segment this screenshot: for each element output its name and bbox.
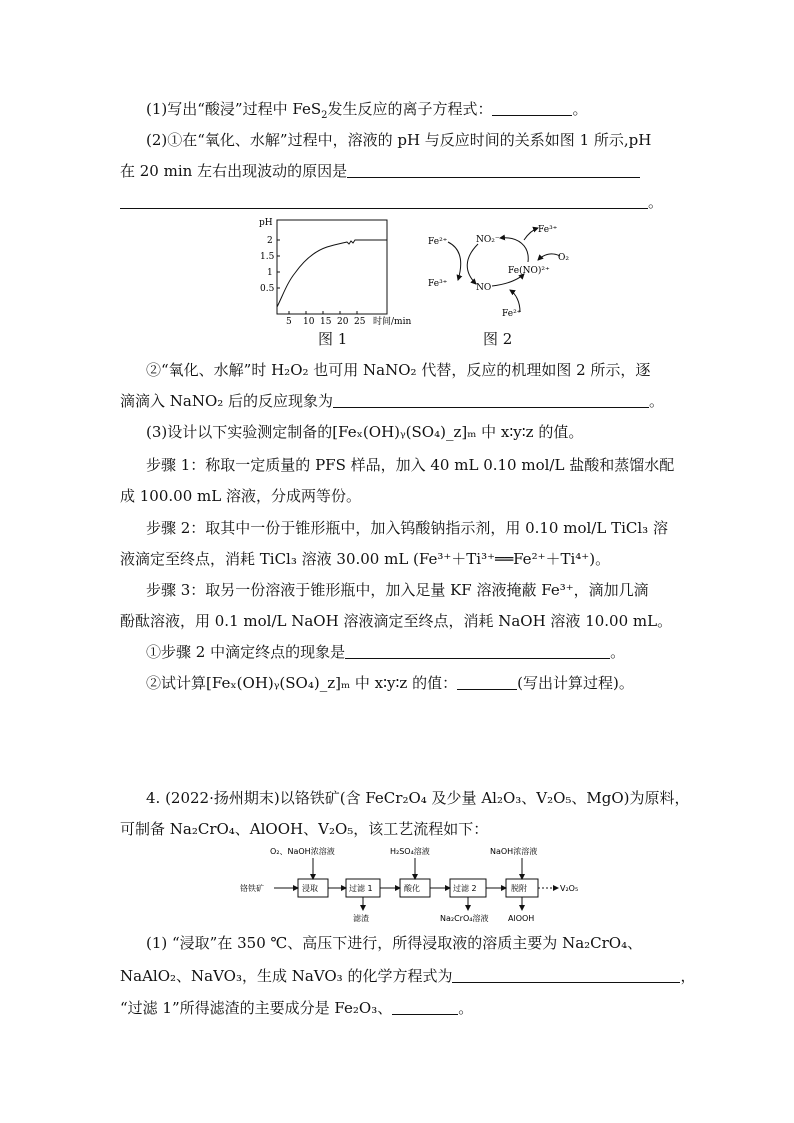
arrow-o2-in bbox=[538, 254, 560, 260]
question-2b-line2: 滴滴入 NaNO₂ 后的反应现象为 。 bbox=[120, 392, 665, 410]
figure-2-caption: 图 2 bbox=[483, 330, 513, 348]
arrow-feno-no2 bbox=[500, 238, 528, 262]
question-3: (3)设计以下实验测定制备的[Feₓ(OH)ᵧ(SO₄)_z]ₘ 中 x∶y∶z 的值。 bbox=[146, 423, 584, 441]
step-2-line1: 步骤 2：取其中一份于锥形瓶中，加入钨酸钠指示剂，用 0.10 mol/L TiCl₃ 溶 bbox=[146, 519, 668, 537]
step-3-line1: 步骤 3：取另一份溶液于锥形瓶中，加入足量 KF 溶液掩蔽 Fe³⁺，滴加几滴 bbox=[146, 581, 649, 599]
arrow-no2-no bbox=[467, 244, 478, 284]
x-tick-label: 20 bbox=[337, 317, 349, 325]
answer-blank[interactable] bbox=[392, 1000, 458, 1015]
y-tick-label: 0.5 bbox=[260, 284, 275, 294]
sub-question-2: ②试计算[Feₓ(OH)ᵧ(SO₄)_z]ₘ 中 x∶y∶z 的值： (写出计算过程)。 bbox=[146, 674, 634, 692]
figure-2-mechanism bbox=[420, 218, 580, 318]
flow-input-3: NaOH浓溶液 bbox=[490, 847, 538, 856]
question-2-line2: 在 20 min 左右出现波动的原因是 bbox=[120, 161, 640, 181]
y-axis-label: pH bbox=[259, 218, 273, 228]
step-1-line2: 成 100.00 mL 溶液，分成两等份。 bbox=[120, 487, 361, 505]
flow-start: 铬铁矿 bbox=[240, 884, 264, 893]
y-tick-label: 2 bbox=[267, 236, 273, 246]
flow-end: V₂O₅ bbox=[560, 884, 579, 893]
label-no: NO bbox=[476, 283, 492, 293]
step-1-line1: 步骤 1：称取一定质量的 PFS 样品，加入 40 mL 0.10 mol/L 盐酸和蒸馏水配 bbox=[146, 456, 675, 474]
label-fe3-left: Fe³⁺ bbox=[428, 279, 448, 289]
question-4-line2: 可制备 Na₂CrO₄、AlOOH、V₂O₅，该工艺流程如下： bbox=[120, 820, 489, 838]
flow-box-filter2-label: 过滤 2 bbox=[453, 884, 477, 893]
flow-box-leach-label: 浸取 bbox=[302, 884, 318, 893]
label-no2: NO₂⁻ bbox=[476, 235, 500, 245]
answer-blank[interactable] bbox=[457, 675, 517, 690]
answer-blank[interactable] bbox=[492, 101, 572, 116]
x-tick-label: 10 bbox=[303, 317, 315, 325]
flow-box-acidify-label: 酸化 bbox=[404, 884, 420, 893]
label-fe2-bottom: Fe²⁺ bbox=[502, 309, 522, 318]
y-tick-label: 1.5 bbox=[260, 252, 275, 262]
flow-input-2: H₂SO₄溶液 bbox=[390, 847, 430, 856]
label-fe2-left: Fe²⁺ bbox=[428, 237, 448, 247]
flow-output-3: AlOOH bbox=[508, 914, 535, 923]
answer-blank[interactable] bbox=[347, 163, 640, 178]
flow-output-1: 滤渣 bbox=[353, 914, 369, 923]
arrow-fe2-fe3 bbox=[448, 242, 461, 280]
question-2-line1: (2)①在“氧化、水解”过程中，溶液的 pH 与反应时间的关系如图 1 所示,pH bbox=[146, 131, 652, 149]
flow-box-desorb-label: 脱附 bbox=[511, 884, 527, 893]
question-4-line1: 4. (2022·扬州期末)以铬铁矿(含 FeCr₂O₄ 及少量 Al₂O₃、V₂O₅、MgO)为原料， bbox=[146, 789, 690, 807]
x-tick-label: 15 bbox=[320, 317, 332, 325]
question-4-sub1-line3: “过滤 1”所得滤渣的主要成分是 Fe₂O₃、 。 bbox=[120, 999, 474, 1017]
x-axis-label: 时间/min bbox=[373, 317, 412, 325]
question-2-line3: 。 bbox=[120, 192, 663, 212]
step-2-line2: 液滴定至终点，消耗 TiCl₃ 溶液 30.00 mL (Fe³⁺＋Ti³⁺══Fe²⁺＋Ti⁴⁺)。 bbox=[120, 550, 611, 568]
flow-output-2: Na₂CrO₄溶液 bbox=[440, 914, 489, 923]
ph-curve bbox=[277, 240, 387, 307]
y-tick-label: 1 bbox=[267, 268, 273, 278]
question-2b-line1: ②“氧化、水解”时 H₂O₂ 也可用 NaNO₂ 代替，反应的机理如图 2 所示，逐 bbox=[146, 361, 651, 379]
label-o2: O₂ bbox=[558, 253, 569, 263]
step-3-line2: 酚酞溶液，用 0.1 mol/L NaOH 溶液滴定至终点，消耗 NaOH 溶液 10.00 mL。 bbox=[120, 612, 673, 630]
figure-1-chart bbox=[255, 215, 415, 325]
answer-blank[interactable] bbox=[120, 194, 648, 209]
flow-input-1: O₂、NaOH浓溶液 bbox=[270, 847, 335, 856]
answer-blank[interactable] bbox=[345, 644, 610, 659]
figure-1-caption: 图 1 bbox=[318, 330, 348, 348]
sub-question-1: ①步骤 2 中滴定终点的现象是 。 bbox=[146, 643, 626, 661]
plot-frame bbox=[277, 220, 387, 314]
flow-box-filter1-label: 过滤 1 bbox=[349, 884, 373, 893]
x-tick-label: 25 bbox=[354, 317, 366, 325]
x-tick-label: 5 bbox=[286, 317, 292, 325]
answer-blank[interactable] bbox=[333, 393, 649, 408]
question-4-sub1-line1: (1) “浸取”在 350 ℃、高压下进行，所得浸取液的溶质主要为 Na₂CrO₄、 bbox=[146, 934, 643, 952]
question-4-sub1-line2: NaAlO₂、NaVO₃，生成 NaVO₃ 的化学方程式为 ， bbox=[120, 967, 696, 985]
question-1: (1)写出“酸浸”过程中 FeS$_2$发生反应的离子方程式： 。 bbox=[146, 100, 588, 121]
arrow-fe3-out bbox=[524, 228, 538, 240]
label-fe3-right: Fe³⁺ bbox=[538, 225, 558, 235]
answer-blank[interactable] bbox=[452, 968, 680, 983]
label-feno: Fe(NO)²⁺ bbox=[508, 266, 550, 276]
process-flowchart bbox=[240, 842, 600, 924]
